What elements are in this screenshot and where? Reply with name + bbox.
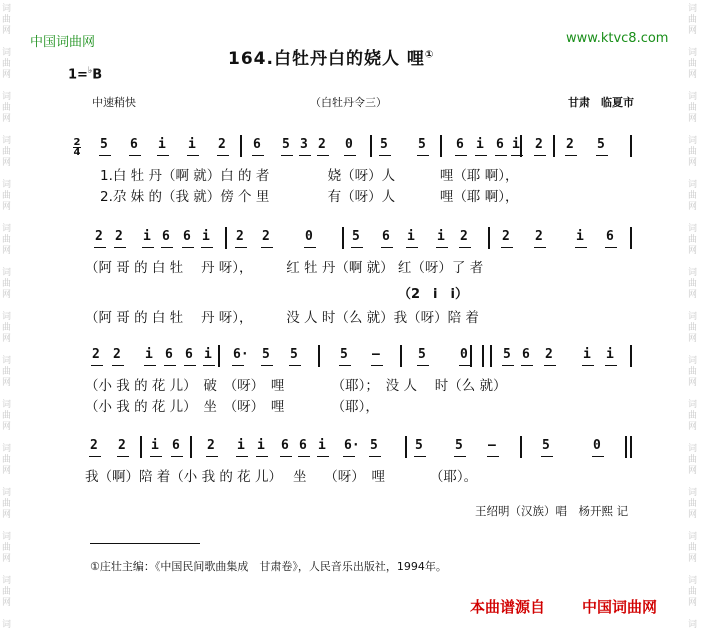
note: 5 — [370, 438, 378, 453]
note-underline — [534, 247, 546, 248]
song-title — [228, 44, 434, 69]
watermark-char: 词 — [688, 136, 698, 146]
note: 6 — [496, 137, 504, 152]
note-underline — [575, 247, 587, 248]
note-underline — [217, 155, 229, 156]
watermark-char: 曲 — [688, 59, 698, 69]
note: 5 — [100, 137, 108, 152]
note: — — [488, 438, 496, 453]
note: i — [257, 438, 265, 453]
note: 6 — [253, 137, 261, 152]
watermark-char: 词 — [688, 444, 698, 454]
note: 5 — [503, 347, 511, 362]
note: i — [204, 347, 212, 362]
note: i — [151, 438, 159, 453]
note-underline — [187, 155, 199, 156]
note-underline — [256, 456, 268, 457]
watermark-char: 曲 — [2, 323, 12, 333]
time-sig-bottom: 4 — [73, 147, 81, 158]
song-title-text: 164.白牡丹白的娆人 哩 — [228, 49, 425, 69]
watermark-char: 曲 — [688, 15, 698, 25]
watermark-char: 词 — [2, 92, 12, 102]
watermark-char: 曲 — [2, 59, 12, 69]
watermark-char: 词 — [688, 488, 698, 498]
performer-credit: 王绍明（汉族）唱 杨开熙 记 — [475, 504, 629, 518]
watermark-char: 词 — [2, 4, 12, 14]
watermark-char: 曲 — [688, 587, 698, 597]
note: 6 — [522, 347, 530, 362]
note-underline — [495, 155, 507, 156]
watermark-char: 曲 — [2, 147, 12, 157]
note-underline — [112, 365, 124, 366]
watermark-char: 词 — [2, 312, 12, 322]
watermark-char: 词 — [688, 268, 698, 278]
watermark-char: 曲 — [688, 411, 698, 421]
note-underline — [317, 456, 329, 457]
note: 6 — [456, 137, 464, 152]
note: i — [512, 137, 520, 152]
note: 6 — [606, 229, 614, 244]
note-underline — [501, 247, 513, 248]
note-underline — [592, 456, 604, 457]
note-underline — [182, 247, 194, 248]
note: 2 — [95, 229, 103, 244]
note: 0 — [305, 229, 313, 244]
watermark-char: 词 — [688, 4, 698, 14]
watermark-char: 网 — [2, 422, 12, 432]
watermark-char: 词 — [2, 488, 12, 498]
brand-logo-text: 中国词曲网 — [30, 35, 96, 50]
note: 2 — [318, 137, 326, 152]
note: 2 — [115, 229, 123, 244]
barline — [520, 135, 522, 157]
note-underline — [534, 155, 546, 156]
note: 2 — [566, 137, 574, 152]
watermark-char: 网 — [688, 290, 698, 300]
watermark-char: 曲 — [688, 499, 698, 509]
note: 6 — [162, 229, 170, 244]
note-underline — [304, 247, 316, 248]
barline — [370, 135, 372, 157]
watermark-char: 曲 — [688, 279, 698, 289]
watermark-char: 词 — [2, 620, 12, 630]
note-underline — [203, 365, 215, 366]
barline — [482, 345, 484, 367]
barline — [225, 227, 227, 249]
note-underline — [344, 155, 356, 156]
tune-name: （白牡丹令三） — [310, 96, 387, 109]
note: 5 — [352, 229, 360, 244]
watermark-char: 网 — [688, 26, 698, 36]
note-underline — [114, 247, 126, 248]
note-underline — [502, 365, 514, 366]
note: i — [237, 438, 245, 453]
note-underline — [117, 456, 129, 457]
note: 2 — [535, 137, 543, 152]
note-underline — [521, 365, 533, 366]
time-sig-top: 2 — [73, 137, 81, 148]
note-underline — [261, 247, 273, 248]
note: 2 — [262, 229, 270, 244]
note: i — [143, 229, 151, 244]
note: i — [476, 137, 484, 152]
barline — [440, 135, 442, 157]
barline — [405, 436, 407, 458]
watermark-char: 网 — [2, 554, 12, 564]
watermark-char: 词 — [2, 268, 12, 278]
note-underline — [206, 456, 218, 457]
note-underline — [541, 456, 553, 457]
watermark-char: 词 — [2, 400, 12, 410]
watermark-char: 词 — [2, 356, 12, 366]
note-underline — [454, 456, 466, 457]
watermark-char: 网 — [2, 202, 12, 212]
note: 5 — [380, 137, 388, 152]
note: 2 — [535, 229, 543, 244]
note-underline — [261, 365, 273, 366]
note-underline — [150, 456, 162, 457]
note: 5 — [418, 137, 426, 152]
watermark-char: 曲 — [2, 543, 12, 553]
watermark-char: 词 — [688, 400, 698, 410]
note-underline — [129, 155, 141, 156]
note: i — [145, 347, 153, 362]
watermark-char: 网 — [2, 158, 12, 168]
note-underline — [235, 247, 247, 248]
watermark-char: 词 — [2, 180, 12, 190]
barline — [218, 345, 220, 367]
watermark-char: 网 — [688, 70, 698, 80]
lyrics-line-1: （阿 哥 的 白 牡 丹 呀）， 红 牡 丹（啊 就） 红（呀）了 者 — [85, 260, 484, 276]
key-note: B — [92, 67, 103, 83]
watermark-char: 词 — [688, 180, 698, 190]
watermark-char: 曲 — [2, 191, 12, 201]
watermark-char: 曲 — [2, 103, 12, 113]
watermark-char: 网 — [688, 334, 698, 344]
watermark-char: 词 — [2, 576, 12, 586]
note-underline — [406, 247, 418, 248]
note: 2 — [92, 347, 100, 362]
barline — [140, 436, 142, 458]
note-underline — [417, 155, 429, 156]
note: 6 — [172, 438, 180, 453]
note-underline — [417, 365, 429, 366]
source-site: 中国词曲网 — [582, 598, 658, 616]
note: 5 — [597, 137, 605, 152]
note: 3 — [300, 137, 308, 152]
site-url: www.ktvc8.com — [566, 31, 669, 46]
watermark-char: 曲 — [2, 279, 12, 289]
note: 0 — [593, 438, 601, 453]
note: 6 — [183, 229, 191, 244]
note-underline — [436, 247, 448, 248]
barline — [630, 135, 632, 157]
region-label: 甘肃 临夏市 — [568, 96, 634, 109]
watermark-char: 词 — [2, 48, 12, 58]
note: 0 — [345, 137, 353, 152]
note: 6 — [185, 347, 193, 362]
note: 5 — [415, 438, 423, 453]
watermark-char: 网 — [688, 466, 698, 476]
note: 2 — [113, 347, 121, 362]
note-underline — [232, 365, 244, 366]
barline — [490, 345, 492, 367]
note-underline — [289, 365, 301, 366]
note: 6 — [281, 438, 289, 453]
watermark-char: 词 — [2, 444, 12, 454]
note-underline — [157, 155, 169, 156]
watermark-char: 曲 — [688, 543, 698, 553]
note: 2 — [218, 137, 226, 152]
lyrics-line-2: （阿 哥 的 白 牡 丹 呀）， 没 人 时（么 就）我（呀）陪 着 — [85, 310, 479, 326]
note-underline — [605, 247, 617, 248]
note: i — [576, 229, 584, 244]
left-watermark-strip — [0, 0, 16, 642]
note: 5 — [340, 347, 348, 362]
note-underline — [317, 155, 329, 156]
barline — [470, 345, 472, 367]
note: i — [583, 347, 591, 362]
right-watermark-strip — [686, 0, 702, 642]
watermark-char: 网 — [688, 158, 698, 168]
note-underline — [184, 365, 196, 366]
note: 2 — [236, 229, 244, 244]
barline — [240, 135, 242, 157]
watermark-char: 网 — [2, 290, 12, 300]
note: i — [407, 229, 415, 244]
watermark-char: 网 — [2, 114, 12, 124]
watermark-char: 曲 — [688, 235, 698, 245]
note: 6· — [344, 438, 360, 453]
watermark-char: 曲 — [2, 15, 12, 25]
watermark-char: 词 — [688, 532, 698, 542]
note-underline — [544, 365, 556, 366]
note: 2 — [207, 438, 215, 453]
barline — [342, 227, 344, 249]
note-underline — [298, 456, 310, 457]
lyrics-line-2: （小 我 的 花 儿） 坐 （呀） 哩 （耶）， — [85, 399, 379, 415]
watermark-char: 网 — [688, 202, 698, 212]
title-footnote-mark: ① — [424, 49, 435, 61]
watermark-char: 网 — [688, 598, 698, 608]
note-underline — [351, 247, 363, 248]
note-underline — [299, 155, 311, 156]
note-underline — [161, 247, 173, 248]
note-underline — [91, 365, 103, 366]
key-signature — [68, 66, 102, 82]
note: 6 — [382, 229, 390, 244]
note-underline — [605, 365, 617, 366]
watermark-char: 曲 — [2, 499, 12, 509]
note: 5 — [282, 137, 290, 152]
note-underline — [171, 456, 183, 457]
watermark-char: 曲 — [688, 367, 698, 377]
watermark-char: 词 — [688, 356, 698, 366]
note-underline — [459, 247, 471, 248]
watermark-char: 网 — [2, 378, 12, 388]
watermark-char: 词 — [2, 136, 12, 146]
note-underline — [379, 155, 391, 156]
watermark-char: 网 — [2, 598, 12, 608]
watermark-char: 词 — [688, 48, 698, 58]
lyrics-line-1: 我（啊）陪 着（小 我 的 花 儿） 坐 （呀） 哩 （耶）。 — [85, 469, 478, 485]
note: — — [372, 347, 380, 362]
barline — [318, 345, 320, 367]
barline — [553, 135, 555, 157]
barline — [400, 345, 402, 367]
source-label: 本曲谱源自 — [470, 598, 546, 616]
note-underline — [381, 247, 393, 248]
note-underline — [414, 456, 426, 457]
lyrics-line-1: （小 我 的 花 儿） 破 （呀） 哩 （耶）； 没 人 时（么 就） — [85, 378, 507, 394]
note: 5 — [262, 347, 270, 362]
note-underline — [144, 365, 156, 366]
note-underline — [455, 155, 467, 156]
watermark-char: 曲 — [2, 411, 12, 421]
watermark-char: 网 — [2, 70, 12, 80]
barline — [520, 436, 522, 458]
watermark-char: 曲 — [688, 147, 698, 157]
watermark-char: 网 — [688, 114, 698, 124]
tempo-marking: 中速稍快 — [92, 96, 136, 109]
note-underline — [369, 456, 381, 457]
note-underline — [281, 155, 293, 156]
note: i — [188, 137, 196, 152]
watermark-char: 词 — [688, 576, 698, 586]
note: 2 — [460, 229, 468, 244]
note-underline — [236, 456, 248, 457]
note: 2 — [118, 438, 126, 453]
watermark-char: 词 — [688, 312, 698, 322]
watermark-char: 曲 — [2, 235, 12, 245]
watermark-char: 曲 — [2, 455, 12, 465]
note-underline — [582, 365, 594, 366]
note-underline — [142, 247, 154, 248]
note: i — [202, 229, 210, 244]
note-underline — [487, 456, 499, 457]
watermark-char: 网 — [688, 246, 698, 256]
watermark-char: 词 — [688, 620, 698, 630]
note: 6 — [299, 438, 307, 453]
note: i — [437, 229, 445, 244]
watermark-char: 词 — [688, 92, 698, 102]
note: 2 — [90, 438, 98, 453]
footnote-rule — [90, 543, 200, 544]
note-underline — [164, 365, 176, 366]
note: 6· — [233, 347, 249, 362]
watermark-char: 网 — [688, 510, 698, 520]
alternate-notes: （2 i i） — [398, 287, 468, 302]
watermark-char: 曲 — [2, 587, 12, 597]
note: 5 — [418, 347, 426, 362]
watermark-char: 网 — [688, 554, 698, 564]
watermark-char: 曲 — [688, 103, 698, 113]
note: 5 — [542, 438, 550, 453]
note-underline — [343, 456, 355, 457]
note: 5 — [290, 347, 298, 362]
lyrics-line-2: 2.尕 妹 的（我 就）傍 个 里 有（呀）人 哩（耶 啊）， — [100, 189, 519, 205]
watermark-char: 曲 — [688, 455, 698, 465]
barline — [630, 436, 632, 458]
note-underline — [475, 155, 487, 156]
note: 6 — [130, 137, 138, 152]
note-underline — [201, 247, 213, 248]
note-underline — [565, 155, 577, 156]
note-underline — [99, 155, 111, 156]
note: 0 — [460, 347, 468, 362]
note-underline — [252, 155, 264, 156]
watermark-char: 网 — [2, 26, 12, 36]
note: i — [158, 137, 166, 152]
time-signature — [73, 138, 81, 157]
barline — [630, 227, 632, 249]
note-underline — [89, 456, 101, 457]
footnote: ①庄壮主编：《中国民间歌曲集成 甘肃卷》，人民音乐出版社，1994年。 — [90, 560, 447, 573]
note: 6 — [165, 347, 173, 362]
watermark-char: 网 — [2, 246, 12, 256]
watermark-char: 网 — [688, 422, 698, 432]
barline — [488, 227, 490, 249]
note: i — [606, 347, 614, 362]
watermark-char: 词 — [2, 532, 12, 542]
watermark-char: 网 — [688, 378, 698, 388]
watermark-char: 网 — [2, 510, 12, 520]
lyrics-line-1: 1.白 牡 丹（啊 就）白 的 者 娆（呀）人 哩（耶 啊）， — [100, 168, 519, 184]
note-underline — [94, 247, 106, 248]
barline — [630, 345, 632, 367]
watermark-char: 曲 — [688, 323, 698, 333]
watermark-char: 词 — [2, 224, 12, 234]
note: 2 — [502, 229, 510, 244]
note-underline — [339, 365, 351, 366]
watermark-char: 网 — [2, 334, 12, 344]
watermark-char: 曲 — [688, 191, 698, 201]
watermark-char: 曲 — [2, 367, 12, 377]
note-underline — [596, 155, 608, 156]
note-underline — [280, 456, 292, 457]
note: 5 — [455, 438, 463, 453]
note-underline — [371, 365, 383, 366]
key-label: 1= — [68, 67, 88, 83]
note: 2 — [545, 347, 553, 362]
barline — [625, 436, 627, 458]
note: i — [318, 438, 326, 453]
flat-sign: ♭ — [87, 66, 93, 76]
watermark-char: 网 — [2, 466, 12, 476]
barline — [190, 436, 192, 458]
watermark-char: 词 — [688, 224, 698, 234]
